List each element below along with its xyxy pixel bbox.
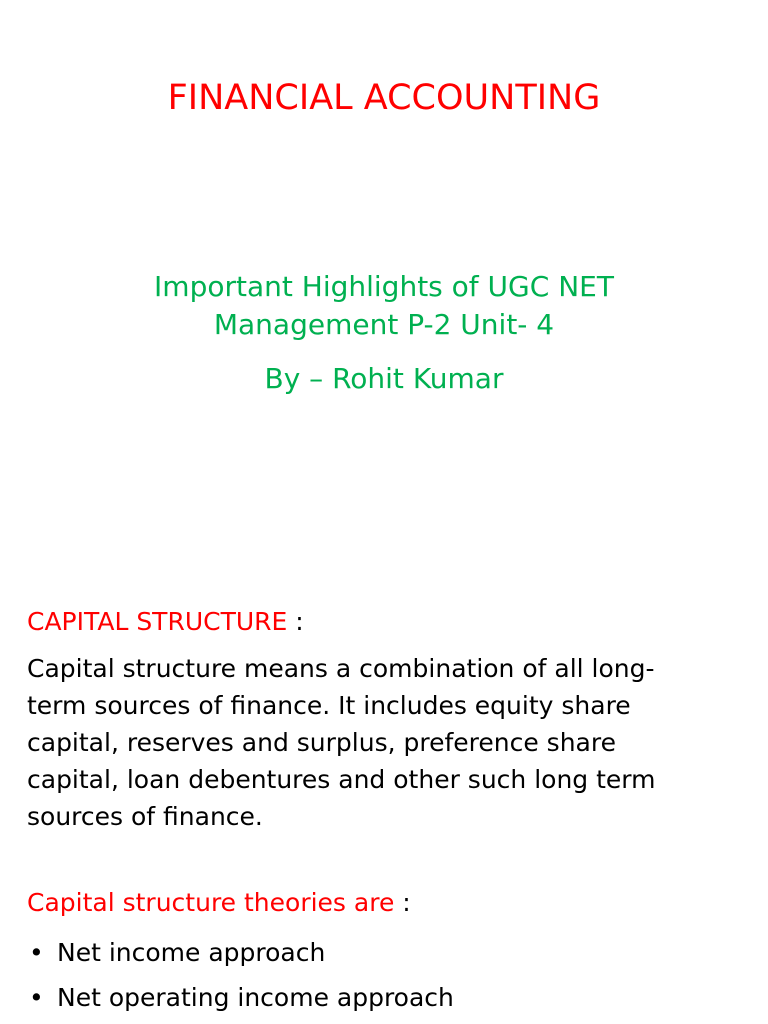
slide-subtitle [0, 268, 768, 344]
list-item-text: Net income approach [57, 938, 326, 967]
theories-heading-text: Capital structure theories are [27, 888, 395, 917]
list-item-text: Net operating income approach [57, 983, 454, 1012]
bullet-icon: • [29, 983, 44, 1012]
paragraph-line: capital, reserves and surplus, preference share [27, 728, 616, 757]
author-byline: By – Rohit Kumar [264, 362, 504, 395]
paragraph-line: Capital structure means a combination of all long- [27, 654, 655, 683]
subtitle-line-1: Important Highlights of UGC NET [154, 270, 614, 303]
paragraph-line: term sources of finance. It includes equity share [27, 691, 631, 720]
list-item [27, 930, 742, 975]
list-item [27, 975, 742, 1020]
capital-structure-heading-text: CAPITAL STRUCTURE [27, 607, 288, 636]
slide-title: FINANCIAL ACCOUNTING [167, 78, 601, 118]
capital-structure-heading [27, 607, 304, 636]
paragraph-line: capital, loan debentures and other such long term [27, 765, 656, 794]
theories-heading [27, 888, 411, 917]
subtitle-line-2: Management P-2 Unit- 4 [213, 308, 555, 341]
paragraph-line: sources of finance. [27, 802, 263, 831]
bullet-icon: • [29, 938, 44, 967]
heading-colon: : [287, 607, 304, 636]
capital-structure-definition [27, 650, 742, 835]
theories-list [27, 930, 742, 1020]
theories-colon: : [394, 888, 411, 917]
